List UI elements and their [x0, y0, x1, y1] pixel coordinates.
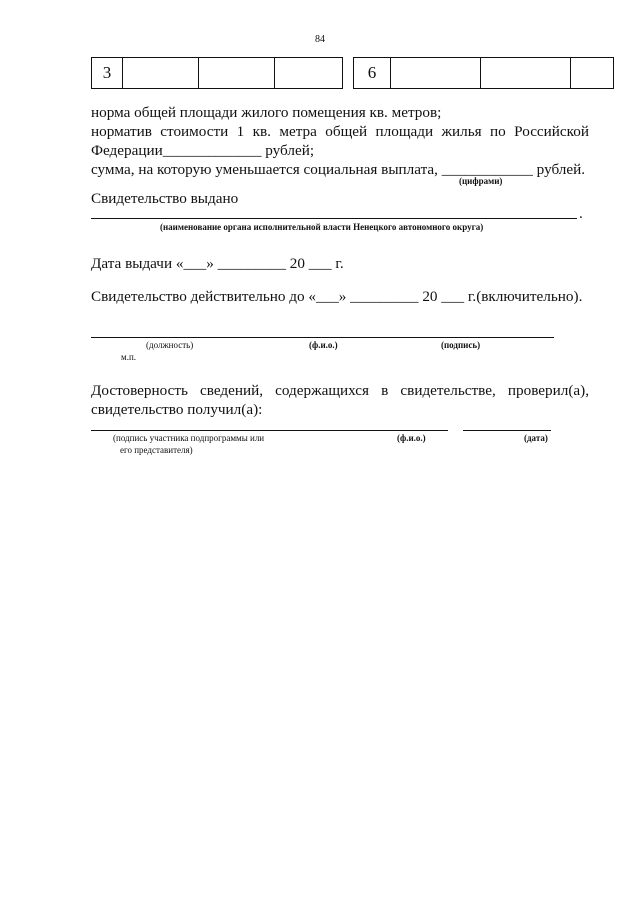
code-cell	[570, 58, 613, 88]
cost-blank: _____________	[162, 142, 262, 159]
recipient-signature-caption-2: его представителя)	[120, 445, 193, 455]
signature-caption: (подпись)	[441, 340, 481, 350]
rubles-label: рублей.	[532, 161, 586, 178]
recipient-signature-line	[91, 430, 448, 431]
issued-by-line	[91, 218, 577, 219]
reduction-line	[91, 160, 585, 179]
issued-by-label: Свидетельство выдано	[91, 190, 239, 207]
recipient-date-caption: (дата)	[524, 433, 548, 443]
position-caption: (должность)	[146, 340, 194, 350]
federation-line	[91, 141, 314, 160]
area-norm-line: норма общей площади жилого помещения кв. метров;	[91, 104, 442, 121]
valid-until-line: Свидетельство действительно до «___» _________ 20 ___ г.(включительно).	[91, 288, 583, 305]
code-cell: 6	[367, 63, 377, 82]
stamp-place: м.п.	[121, 352, 137, 362]
code-cell	[198, 58, 274, 88]
reduction-label: сумма, на которую уменьшается социальная выплата,	[91, 161, 442, 178]
federation-label: Федерации	[91, 142, 163, 159]
code-cells-group-2	[353, 57, 614, 89]
code-cells-group-1	[91, 57, 343, 89]
recipient-signature-caption: (подпись участника подпрограммы или	[113, 433, 265, 443]
code-cell	[122, 58, 198, 88]
reduction-blank: ____________	[441, 161, 533, 178]
verification-line: Достоверность сведений, содержащихся в свидетельстве, проверил(а),	[91, 382, 589, 399]
issue-date-line: Дата выдачи «___» _________ 20 ___ г.	[91, 255, 344, 272]
received-line: свидетельство получил(а):	[91, 401, 263, 418]
code-cell	[390, 58, 480, 88]
digits-note: (цифрами)	[459, 176, 503, 186]
code-cell	[480, 58, 570, 88]
code-cell: 3	[102, 63, 112, 82]
cost-norm-line: норматив стоимости 1 кв. метра общей площади жилья по Российской	[91, 123, 589, 140]
rubles-label: рублей;	[261, 142, 315, 159]
issued-by-note: (наименование органа исполнительной власти Ненецкого автономного округа)	[160, 222, 484, 232]
issued-by-dot: .	[579, 205, 583, 222]
fio-caption: (ф.и.о.)	[309, 340, 338, 350]
code-cell	[274, 58, 342, 88]
official-signature-line	[91, 337, 554, 338]
recipient-date-line	[463, 430, 551, 431]
recipient-fio-caption: (ф.и.о.)	[397, 433, 426, 443]
page-number: 84	[315, 34, 325, 45]
